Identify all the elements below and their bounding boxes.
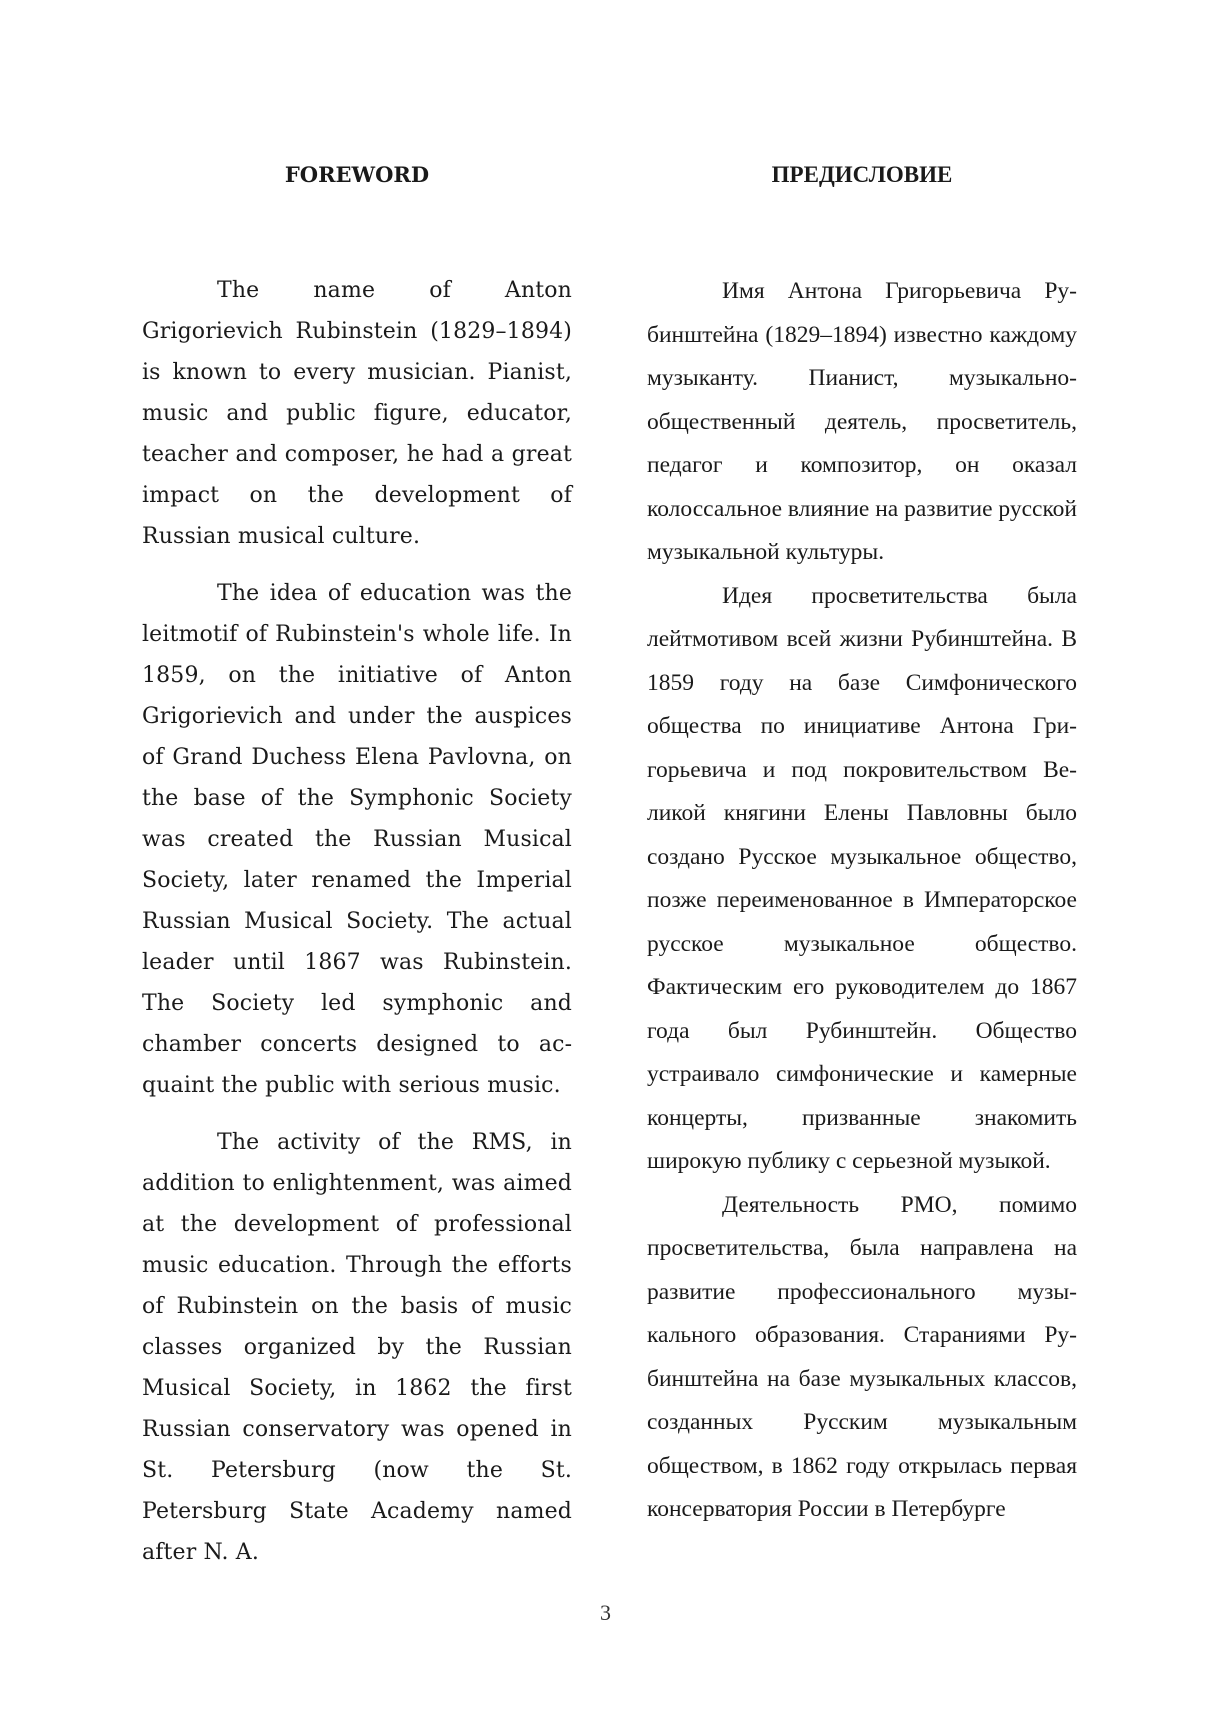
russian-paragraph-1: Имя Антона Григорьевича Рубинштейна (1829–1894) известно каждому музыканту. Пианист, музыкально-общественный деятель, просветитель, педагог и композитор, он оказал колоссальное влияние на развитие русской музыкальной культуры. — [647, 278, 1077, 565]
english-paragraph-2: The idea of education was the leitmotif of Rubinstein's whole life. In 1859, on the initiative of Anton Grigorievich and under the auspices of Grand Duchess Elena Pavlovna, on the base of the Symphonic Society was created the Russian Musical Society, later renamed the Imperial Russian Musical Society. The actual leader until 1867 was Rubinstein. The Society led symphonic and chamber concerts designed to acquaint the public with serious music. — [142, 581, 572, 1098]
russian-paragraph-2: Идея просветительства была лейтмотивом всей жизни Рубинштейна. В 1859 году на базе Симфонического общества по инициативе Антона Григорьевича и под покровительством Великой княгини Елены Павловны было создано Русское музыкальное общество, позже переименованное в Императорское русское музыкальное общество. Фактическим его руководителем до 1867 года был Рубинштейн. Общество устраивало симфонические и камерные концерты, призванные знакомить широкую публику с серьезной музыкой. — [647, 582, 1077, 1174]
english-paragraph-1: The name of Anton Grigorievich Rubinstein (1829–1894) is known to every musician. Pianist, music and public figure, educator, teacher and composer, he had a great impact on the development of Russian musical culture. — [142, 278, 572, 549]
russian-paragraph-3: Деятельность РМО, помимо просветительства, была направлена на развитие профессионального музыкального образования. Стараниями Рубинштейна на базе музыкальных классов, созданных Русским музыкальным обществом, в 1862 году открылась первая консерватория России в Петербурге — [647, 1191, 1077, 1522]
english-column — [142, 158, 572, 1589]
page-number: 3 — [600, 1600, 611, 1625]
russian-heading: ПРЕДИСЛОВИЕ — [771, 162, 953, 187]
russian-column — [647, 158, 1077, 1532]
english-paragraph-3: The activity of the RMS, in addition to enlightenment, was aimed at the development of professional music education. Through the efforts of Rubinstein on the basis of music classes organized by the Russian Musical Society, in 1862 the first Russian conservatory was opened in St. Petersburg (now the St. Petersburg State Academy named after N. A. — [142, 1130, 572, 1565]
english-heading: FOREWORD — [284, 162, 430, 187]
